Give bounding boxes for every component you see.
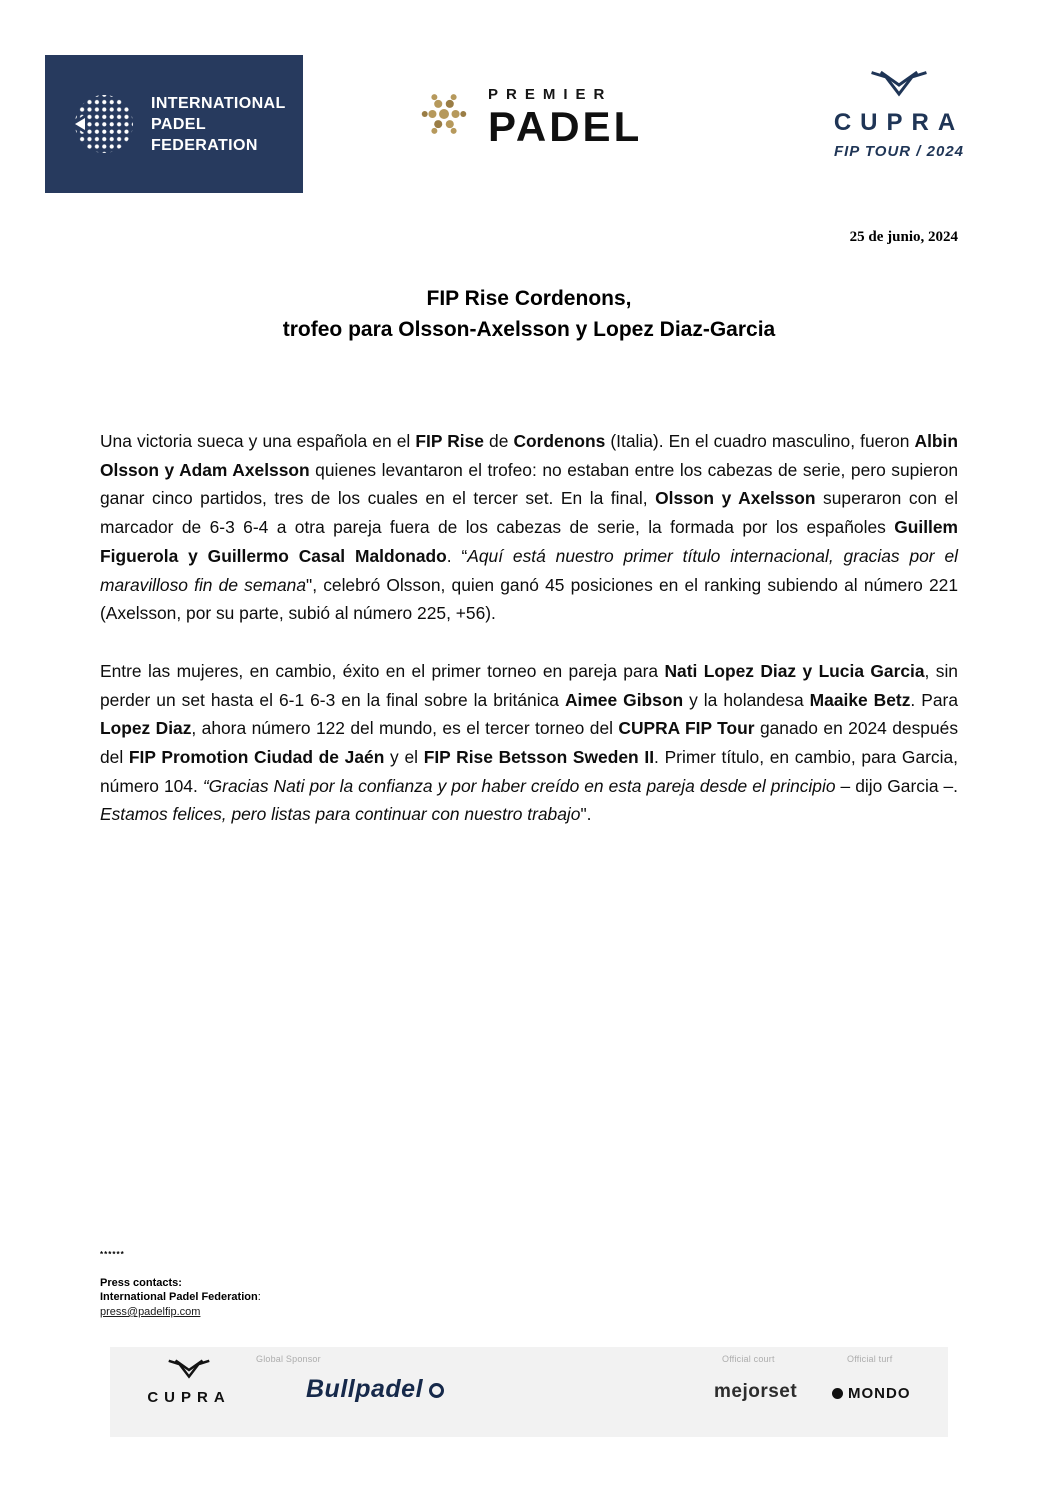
bullpadel-wordmark: Bullpadel bbox=[306, 1375, 424, 1403]
org-colon: : bbox=[257, 1291, 261, 1303]
body-paragraph-2: Entre las mujeres, en cambio, éxito en el primer torneo en pareja para Nati Lopez Diaz y Lucia Garcia, sin perder un set hasta el 6-1 6-3 en la final sobre la británica Aimee Gibson y la holandesa Maaike Betz. Para Lopez Diaz, ahora número 122 del mundo, es el tercer torneo del CUPRA FIP Tour ganado en 2024 después del FIP Promotion Ciudad de Jaén y el FIP Rise Betsson Sweden II. Primer título, en cambio, para Garcia, número 104. “Gracias Nati por la confianza y por haber creído en esta pareja desde el principio – dijo Garcia –. Estamos felices, pero listas para continuar con nuestro trabajo". bbox=[100, 660, 959, 825]
mondo-wordmark: MONDO bbox=[848, 1385, 911, 1402]
date-line: 25 de junio, 2024 bbox=[849, 229, 958, 245]
premier-padel-logo bbox=[418, 86, 643, 150]
press-contacts bbox=[100, 1248, 261, 1319]
sponsor-bar bbox=[110, 1347, 948, 1437]
official-turf-label: Official turf bbox=[847, 1354, 893, 1364]
mondo-mark-icon bbox=[832, 1388, 843, 1399]
page-title bbox=[0, 283, 1058, 345]
ipf-line-2: PADEL bbox=[151, 115, 207, 133]
bullpadel-logo bbox=[306, 1375, 444, 1404]
press-email-link[interactable]: press@padelfip.com bbox=[100, 1306, 201, 1318]
ipf-logo-text bbox=[151, 93, 286, 156]
cupra-emblem-icon bbox=[870, 70, 928, 105]
cupra-emblem-icon-small bbox=[167, 1368, 211, 1385]
padel-word: PADEL bbox=[488, 103, 643, 150]
cupra-wordmark: CUPRA bbox=[833, 109, 965, 136]
separator-stars: ****** bbox=[100, 1250, 125, 1259]
footer-cupra-wordmark: CUPRA bbox=[147, 1389, 231, 1406]
fip-tour-year-label: FIP TOUR / 2024 bbox=[833, 143, 965, 160]
press-contacts-org bbox=[100, 1290, 261, 1304]
ipf-ball-icon bbox=[71, 91, 137, 157]
body-paragraph-1: Una victoria sueca y una española en el FIP Rise de Cordenons (Italia). En el cuadro masculino, fueron Albin Olsson y Adam Axelsson quienes levantaron el trofeo: no estaban entre los cabezas de serie, pero supieron ganar cinco partidos, tres de los cuales en el tercer set. En la final, Olsson y Axelsson superaron con el marcador de 6-3 6-4 a otra pareja fuera de los cabezas de serie, la formada por los españoles Guillem Figuerola y Guillermo Casal Maldonado. “Aquí está nuestro primer título internacional, gracias por el maravilloso fin de semana", celebró Olsson, quien ganó 45 posiciones en el ranking subiendo al número 221 (Axelsson, por su parte, subió al número 225, +56). bbox=[100, 431, 958, 624]
title-line-1: FIP Rise Cordenons, bbox=[426, 287, 632, 310]
ipf-line-3: FEDERATION bbox=[151, 136, 258, 154]
mondo-logo bbox=[832, 1385, 911, 1402]
ipf-line-1: INTERNATIONAL bbox=[151, 94, 286, 112]
article-body bbox=[100, 427, 958, 829]
footer-cupra-logo bbox=[124, 1359, 254, 1406]
official-court-label: Official court bbox=[722, 1354, 775, 1364]
global-sponsor-label: Global Sponsor bbox=[256, 1354, 321, 1364]
cupra-fip-tour-logo bbox=[813, 70, 985, 160]
premier-word: PREMIER bbox=[488, 86, 613, 103]
org-name: International Padel Federation bbox=[100, 1291, 258, 1303]
title-line-2: trofeo para Olsson-Axelsson y Lopez Diaz-Garcia bbox=[282, 318, 776, 341]
premier-padel-flower-icon bbox=[418, 87, 470, 146]
premier-padel-wordmark bbox=[488, 86, 643, 150]
press-contacts-heading: Press contacts: bbox=[100, 1277, 182, 1289]
ipf-logo bbox=[45, 55, 303, 193]
mejorset-logo: mejorset bbox=[714, 1381, 798, 1402]
bullpadel-ball-icon bbox=[429, 1383, 444, 1398]
